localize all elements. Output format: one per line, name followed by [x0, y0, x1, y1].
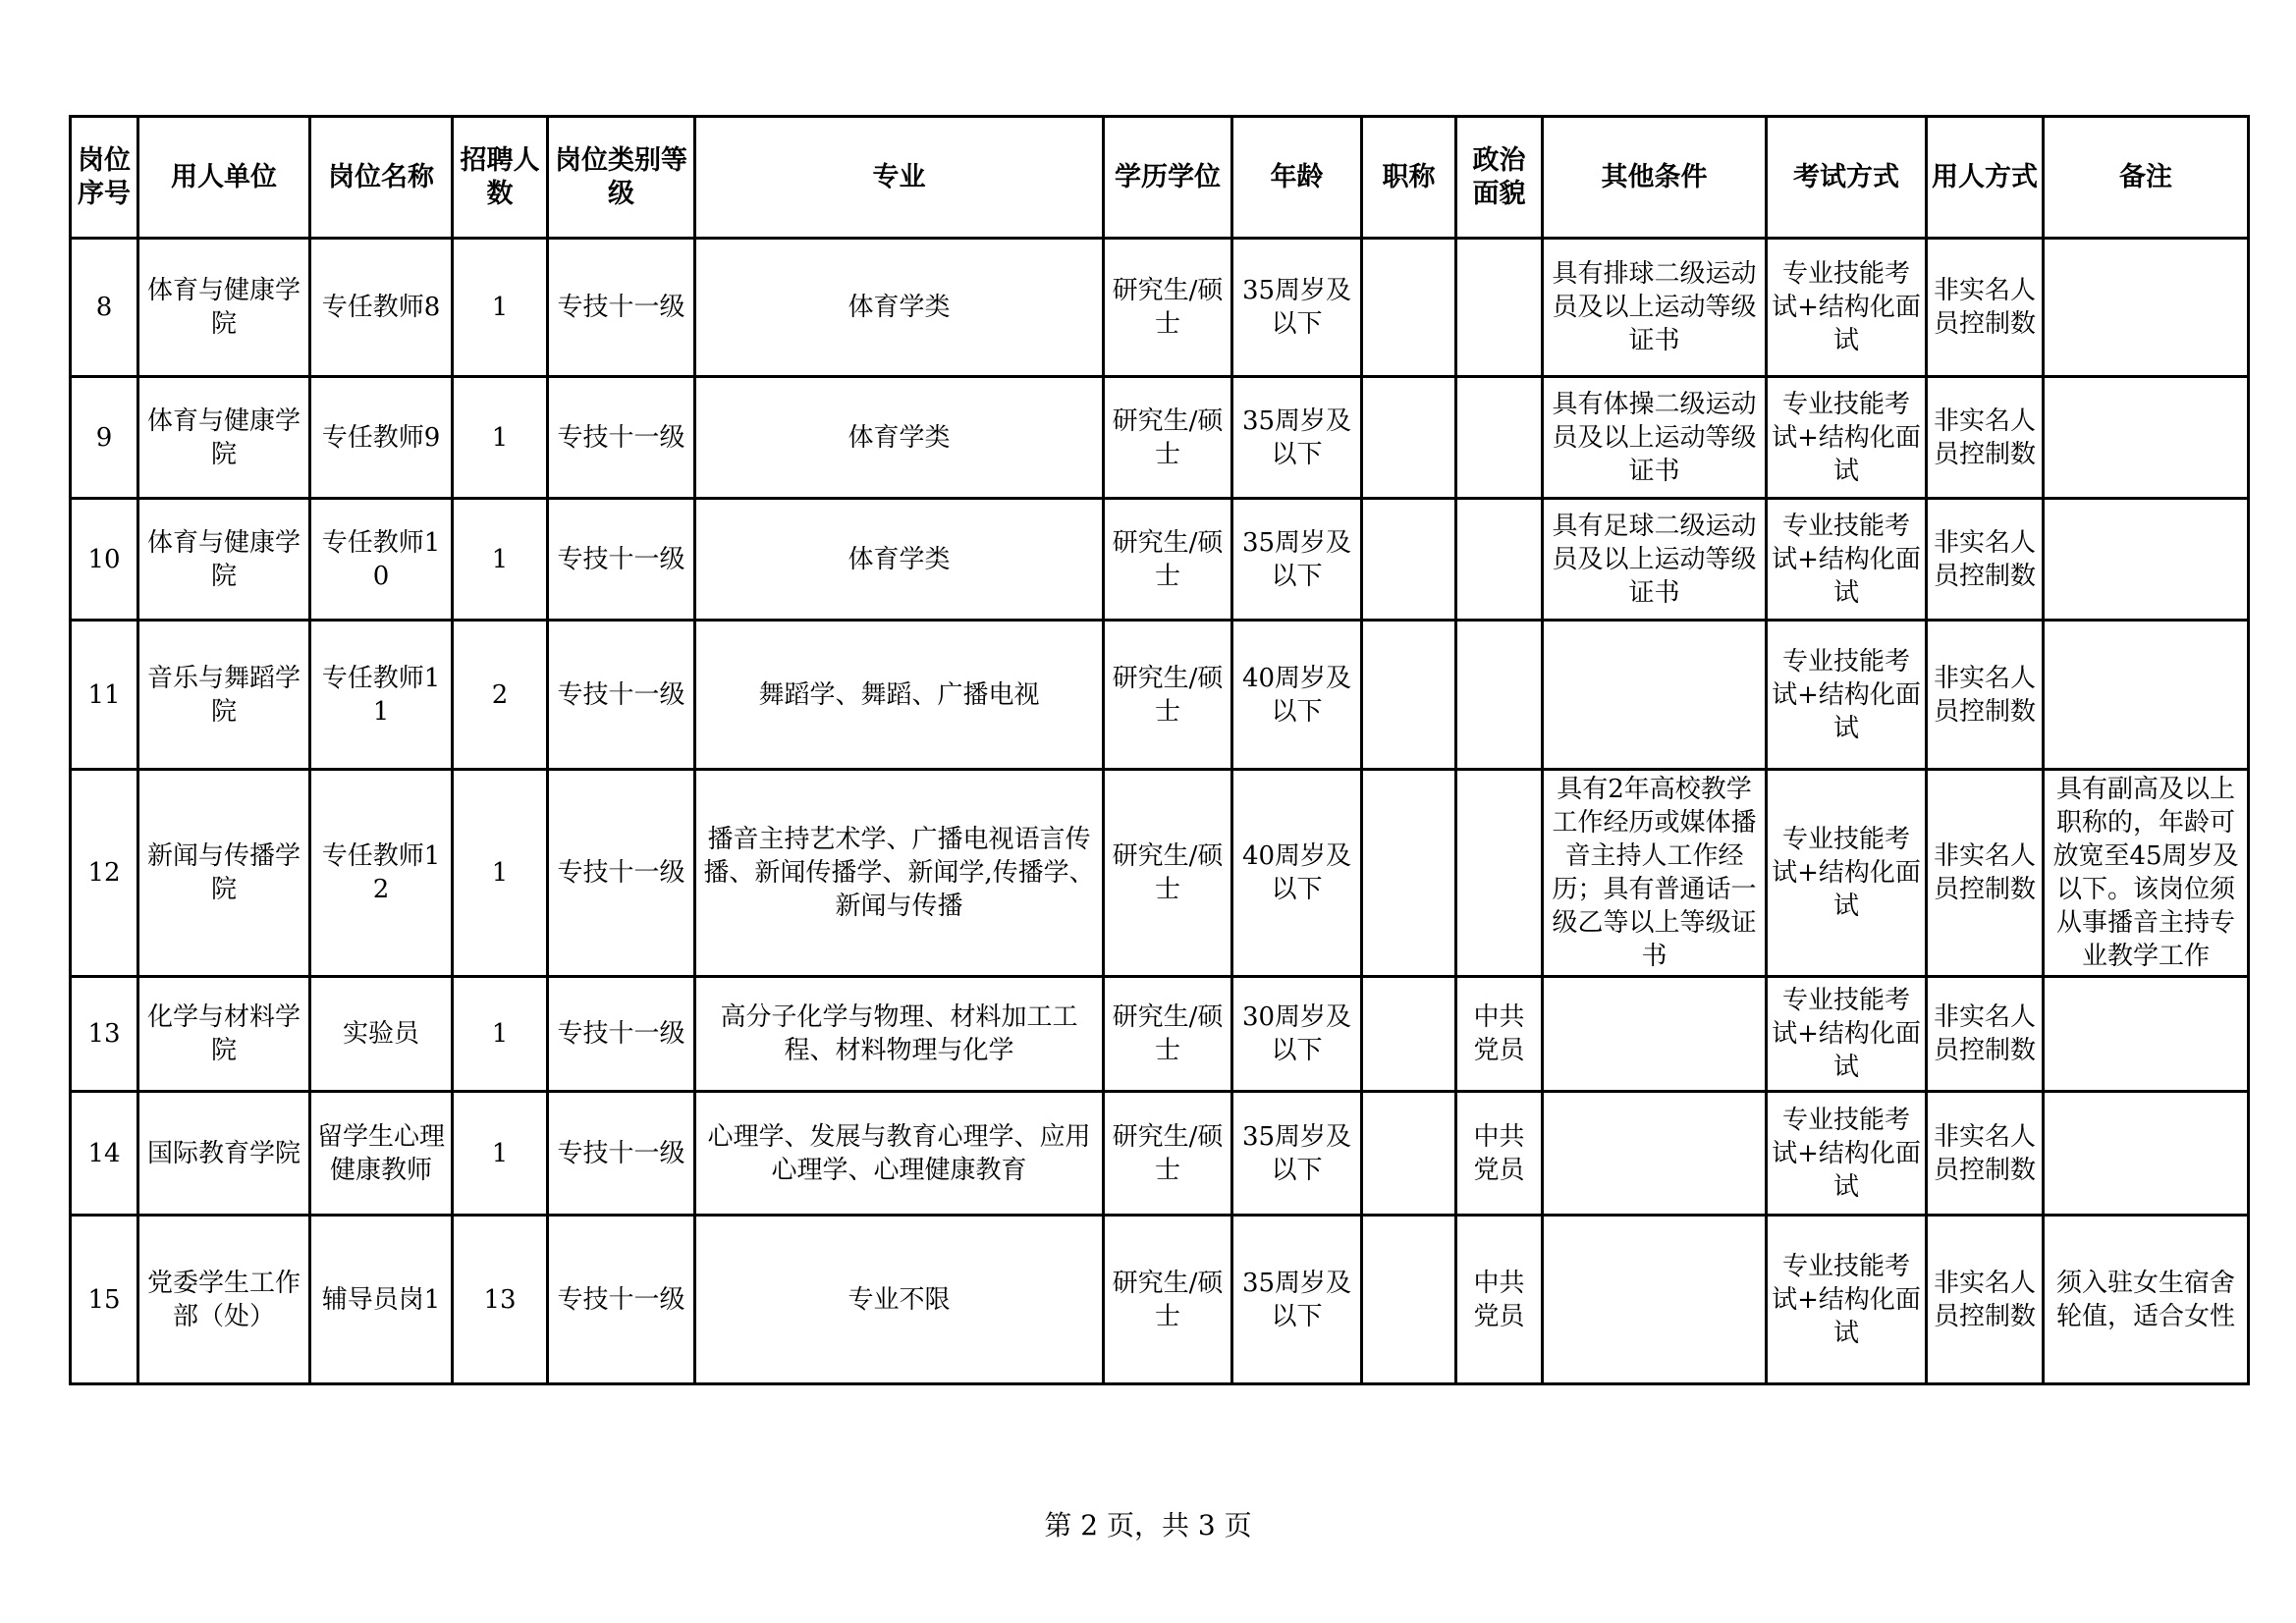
header-cell: 专业: [695, 117, 1104, 239]
table-cell: 研究生/硕士: [1104, 239, 1232, 377]
table-cell: 11: [71, 621, 138, 770]
table-cell: 新闻与传播学院: [138, 770, 310, 977]
table-cell: [1456, 621, 1543, 770]
header-cell: 岗位名称: [310, 117, 453, 239]
table-row: [71, 1092, 2249, 1216]
table-cell: 非实名人员控制数: [1927, 1216, 2044, 1384]
table-cell: 专业不限: [695, 1216, 1104, 1384]
table-cell: 10: [71, 499, 138, 621]
table-row: [71, 499, 2249, 621]
table-cell: [1543, 621, 1767, 770]
table-cell: 播音主持艺术学、广播电视语言传播、新闻传播学、新闻学,传播学、新闻与传播: [695, 770, 1104, 977]
table-cell: 专业技能考试+结构化面试: [1767, 239, 1927, 377]
table-cell: [2044, 499, 2249, 621]
table-cell: 35周岁及以下: [1232, 1092, 1362, 1216]
table-cell: [2044, 621, 2249, 770]
table-cell: 专任教师11: [310, 621, 453, 770]
table-cell: 体育学类: [695, 377, 1104, 499]
table-cell: [1362, 977, 1456, 1092]
table-cell: 化学与材料学院: [138, 977, 310, 1092]
table-cell: 1: [453, 770, 548, 977]
table-cell: 专任教师12: [310, 770, 453, 977]
table-cell: 国际教育学院: [138, 1092, 310, 1216]
table-cell: 研究生/硕士: [1104, 770, 1232, 977]
table-cell: 35周岁及以下: [1232, 1216, 1362, 1384]
header-row: [71, 117, 2249, 239]
table-cell: 非实名人员控制数: [1927, 621, 2044, 770]
table-cell: 心理学、发展与教育心理学、应用心理学、心理健康教育: [695, 1092, 1104, 1216]
table-cell: 35周岁及以下: [1232, 239, 1362, 377]
table-cell: 非实名人员控制数: [1927, 239, 2044, 377]
table-cell: 实验员: [310, 977, 453, 1092]
header-cell: 职称: [1362, 117, 1456, 239]
table-cell: [1456, 499, 1543, 621]
table-cell: [1456, 239, 1543, 377]
table-cell: 专技十一级: [548, 977, 695, 1092]
table-cell: 具有2年高校教学工作经历或媒体播音主持人工作经历；具有普通话一级乙等以上等级证书: [1543, 770, 1767, 977]
table-cell: [1362, 1092, 1456, 1216]
table-cell: 13: [71, 977, 138, 1092]
table-cell: 体育学类: [695, 499, 1104, 621]
table-cell: 体育学类: [695, 239, 1104, 377]
table-cell: 12: [71, 770, 138, 977]
header-cell: 学历学位: [1104, 117, 1232, 239]
table-cell: 专技十一级: [548, 1092, 695, 1216]
table-cell: 研究生/硕士: [1104, 621, 1232, 770]
table-cell: [1362, 377, 1456, 499]
table-cell: [1543, 977, 1767, 1092]
table-cell: [2044, 377, 2249, 499]
table-cell: 专技十一级: [548, 621, 695, 770]
table-cell: 9: [71, 377, 138, 499]
table-row: [71, 239, 2249, 377]
table-cell: [1543, 1216, 1767, 1384]
table-cell: 1: [453, 239, 548, 377]
table-cell: 专技十一级: [548, 377, 695, 499]
header-cell: 考试方式: [1767, 117, 1927, 239]
header-cell: 年龄: [1232, 117, 1362, 239]
table-cell: 专业技能考试+结构化面试: [1767, 770, 1927, 977]
table-row: [71, 977, 2249, 1092]
table-cell: 具有足球二级运动员及以上运动等级证书: [1543, 499, 1767, 621]
table-cell: 中共党员: [1456, 1092, 1543, 1216]
table-cell: 35周岁及以下: [1232, 499, 1362, 621]
table-cell: [1362, 499, 1456, 621]
table-cell: 研究生/硕士: [1104, 499, 1232, 621]
header-cell: 岗位类别等级: [548, 117, 695, 239]
table-cell: 专任教师8: [310, 239, 453, 377]
header-cell: 用人单位: [138, 117, 310, 239]
header-cell: 政治面貌: [1456, 117, 1543, 239]
table-cell: 专技十一级: [548, 499, 695, 621]
table-cell: 专任教师9: [310, 377, 453, 499]
table-cell: 40周岁及以下: [1232, 621, 1362, 770]
table-cell: 13: [453, 1216, 548, 1384]
table-row: [71, 377, 2249, 499]
recruitment-table-container: [69, 115, 2247, 1385]
table-cell: 中共党员: [1456, 977, 1543, 1092]
table-cell: [1456, 770, 1543, 977]
table-cell: 留学生心理健康教师: [310, 1092, 453, 1216]
table-cell: 专业技能考试+结构化面试: [1767, 377, 1927, 499]
table-cell: 专业技能考试+结构化面试: [1767, 1216, 1927, 1384]
table-cell: 体育与健康学院: [138, 377, 310, 499]
table-cell: 非实名人员控制数: [1927, 377, 2044, 499]
table-cell: [1456, 377, 1543, 499]
table-cell: 非实名人员控制数: [1927, 770, 2044, 977]
page-footer: 第 2 页，共 3 页: [1044, 1509, 1252, 1542]
table-cell: 1: [453, 377, 548, 499]
recruitment-table: [69, 115, 2250, 1385]
table-cell: 8: [71, 239, 138, 377]
table-cell: 具有排球二级运动员及以上运动等级证书: [1543, 239, 1767, 377]
table-cell: 体育与健康学院: [138, 239, 310, 377]
table-cell: [1362, 621, 1456, 770]
table-cell: 专技十一级: [548, 1216, 695, 1384]
table-cell: 40周岁及以下: [1232, 770, 1362, 977]
table-cell: 非实名人员控制数: [1927, 977, 2044, 1092]
table-cell: 非实名人员控制数: [1927, 499, 2044, 621]
table-cell: 1: [453, 1092, 548, 1216]
table-cell: [1543, 1092, 1767, 1216]
table-cell: 具有副高及以上职称的，年龄可放宽至45周岁及以下。该岗位须从事播音主持专业教学工作: [2044, 770, 2249, 977]
table-cell: 舞蹈学、舞蹈、广播电视: [695, 621, 1104, 770]
table-cell: 1: [453, 499, 548, 621]
table-cell: 专业技能考试+结构化面试: [1767, 1092, 1927, 1216]
table-cell: 中共党员: [1456, 1216, 1543, 1384]
table-cell: [2044, 1092, 2249, 1216]
table-cell: 音乐与舞蹈学院: [138, 621, 310, 770]
table-body: [71, 239, 2249, 1384]
table-cell: 具有体操二级运动员及以上运动等级证书: [1543, 377, 1767, 499]
table-cell: [1362, 770, 1456, 977]
header-cell: 岗位序号: [71, 117, 138, 239]
table-row: [71, 1216, 2249, 1384]
table-cell: 体育与健康学院: [138, 499, 310, 621]
table-cell: 党委学生工作部（处）: [138, 1216, 310, 1384]
table-cell: 专业技能考试+结构化面试: [1767, 977, 1927, 1092]
table-cell: [2044, 977, 2249, 1092]
table-cell: 14: [71, 1092, 138, 1216]
table-cell: [1362, 1216, 1456, 1384]
table-cell: 研究生/硕士: [1104, 377, 1232, 499]
table-cell: [1362, 239, 1456, 377]
table-cell: 专技十一级: [548, 770, 695, 977]
table-cell: 专业技能考试+结构化面试: [1767, 499, 1927, 621]
table-cell: 35周岁及以下: [1232, 377, 1362, 499]
header-cell: 用人方式: [1927, 117, 2044, 239]
header-cell: 其他条件: [1543, 117, 1767, 239]
table-cell: 1: [453, 977, 548, 1092]
table-cell: 非实名人员控制数: [1927, 1092, 2044, 1216]
header-cell: 招聘人数: [453, 117, 548, 239]
table-cell: 高分子化学与物理、材料加工工程、材料物理与化学: [695, 977, 1104, 1092]
table-cell: 15: [71, 1216, 138, 1384]
table-cell: 专技十一级: [548, 239, 695, 377]
table-cell: 30周岁及以下: [1232, 977, 1362, 1092]
table-row: [71, 621, 2249, 770]
table-cell: 研究生/硕士: [1104, 977, 1232, 1092]
table-cell: 须入驻女生宿舍轮值，适合女性: [2044, 1216, 2249, 1384]
table-cell: 研究生/硕士: [1104, 1092, 1232, 1216]
table-cell: [2044, 239, 2249, 377]
table-row: [71, 770, 2249, 977]
table-cell: 专任教师10: [310, 499, 453, 621]
table-cell: 研究生/硕士: [1104, 1216, 1232, 1384]
table-cell: 辅导员岗1: [310, 1216, 453, 1384]
header-cell: 备注: [2044, 117, 2249, 239]
table-cell: 2: [453, 621, 548, 770]
table-cell: 专业技能考试+结构化面试: [1767, 621, 1927, 770]
